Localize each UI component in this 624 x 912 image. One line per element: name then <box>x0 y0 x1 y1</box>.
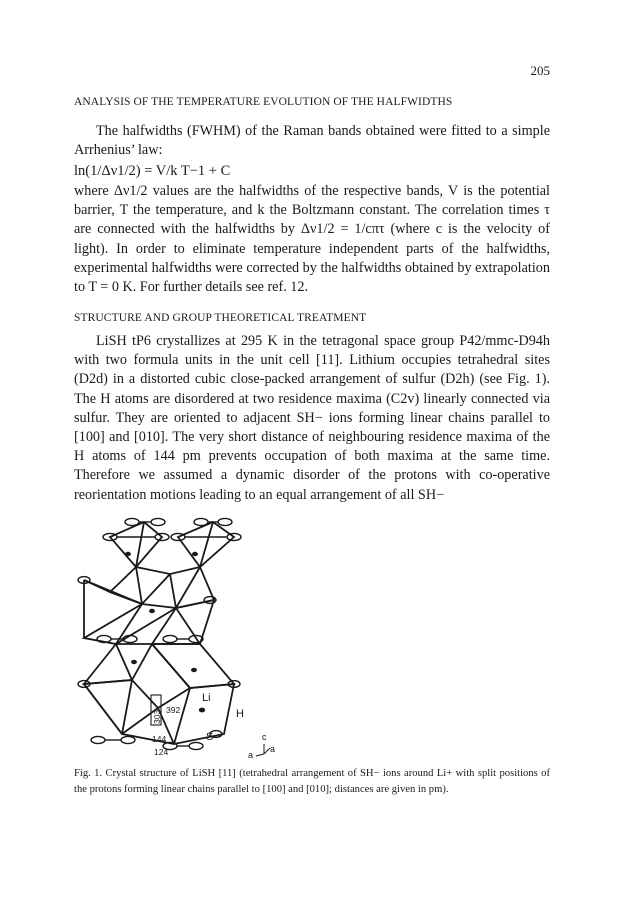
section-heading-structure: STRUCTURE AND GROUP THEORETICAL TREATMENT <box>74 312 367 324</box>
paragraph-structure: LiSH tP6 crystallizes at 295 K in the tetragonal space group P42/mmc-D94h with two formula units in the unit cell [11]. Lithium occupies tetrahedral sites (D2d) in a distorted cubic close-packed arrangement of sulfur (D2h) (see Fig. 1). The H atoms are disordered at two residence maxima (C2v) linearly connected via sulfur. They are oriented to adjacent SH− ions forming linear chains parallel to [100] and [010]. The very short distance of neighbouring residence maxima of the H atoms of 144 pm prevents occupation of both maxima at the same time. Therefore we assumed a dynamic disorder of the protons with co-operative reorientation motions leading to an equal arrangement of all SH− <box>74 333 550 503</box>
page-number: 205 <box>530 63 550 78</box>
label-distance-124: 124 <box>154 747 169 757</box>
label-s: S <box>206 731 214 743</box>
paragraph-arrhenius-intro: The halfwidths (FWHM) of the Raman bands obtained were fitted to a simple Arrhenius’ law: <box>74 123 550 159</box>
tetrahedra-lower <box>84 644 234 744</box>
crystal-structure-figure <box>74 512 374 762</box>
sh-chain-top <box>103 518 241 540</box>
label-axis-c: c <box>262 732 267 742</box>
label-li: Li <box>202 692 211 704</box>
label-axis-a1: a <box>248 750 254 760</box>
section-heading-analysis: ANALYSIS OF THE TEMPERATURE EVOLUTION OF THE HALFWIDTHS <box>74 96 453 108</box>
axis-arrows <box>256 744 270 756</box>
li-atom-labeled <box>199 708 205 713</box>
label-distance-144: 144 <box>152 734 167 744</box>
arrhenius-formula: ln(1/Δν1/2) = V/k T−1 + C <box>74 163 231 179</box>
paragraph-halfwidth-definition: where Δν1/2 values are the halfwidths of the respective bands, V is the potential barrier, T the temperature, and k the Boltzmann constant. The correlation times τ are connected with the halfwidths by Δν1/2 = 1/cπτ (where c is the velocity of light). In order to eliminate temperature independent parts of the halfwidths, experimental halfwidths were corrected by the halfwidths obtained by extrapolation to T = 0 K. For further details see ref. 12. <box>74 183 550 296</box>
label-distance-303: 303 <box>152 709 162 724</box>
label-h: H <box>236 708 244 720</box>
figure-caption: Fig. 1. Crystal structure of LiSH [11] (tetrahedral arrangement of SH− ions around Li+ with split positions of the protons forming linear chains parallel to [100] and [010]; distances are given in pm). <box>74 768 550 795</box>
label-distance-392: 392 <box>166 705 181 715</box>
label-axis-a2: a <box>270 744 276 754</box>
